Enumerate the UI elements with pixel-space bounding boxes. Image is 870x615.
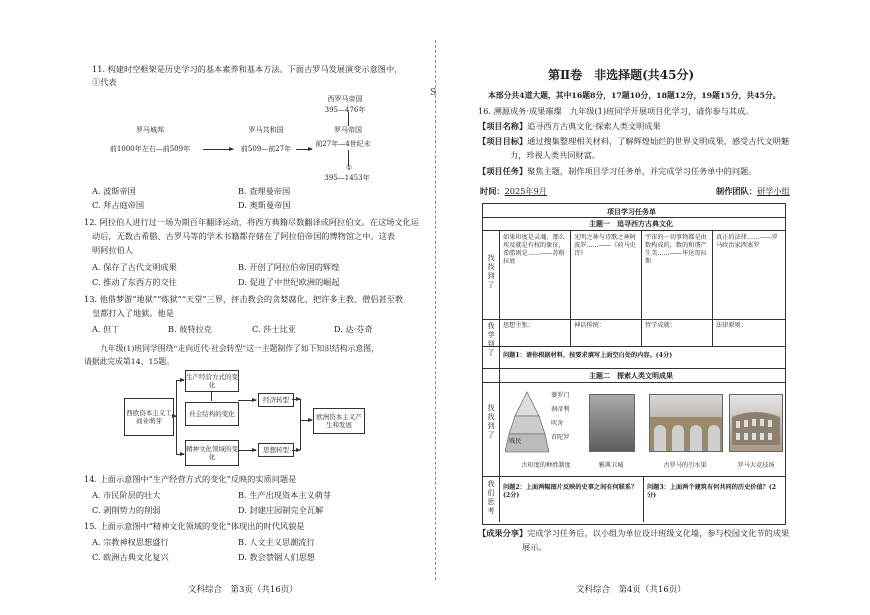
diagram-box-society: 社会结构的变化: [185, 402, 239, 426]
q14-option-a[interactable]: A. 市民阶层的壮大: [92, 490, 161, 500]
diagram-box-economy: 经济转型: [258, 393, 294, 407]
table-title: 项目学习任务单: [607, 207, 656, 216]
caste-brahmin: 婆罗门: [551, 392, 570, 399]
q13-option-c[interactable]: C. 莎士比亚: [252, 324, 296, 334]
theme2-title: 主题二 探索人类文明成果: [589, 371, 673, 380]
q12-option-c[interactable]: C. 推动了东西方的交往: [92, 277, 177, 287]
diagram-connector: [300, 399, 301, 450]
q12-option-d[interactable]: D. 促进了中世纪欧洲的崛起: [238, 277, 340, 287]
q13-option-b[interactable]: B. 彼特拉克: [168, 324, 212, 334]
diagram-arrow: [238, 450, 256, 451]
timeline-date-east: 395—1453年: [324, 174, 370, 182]
table-rule: [499, 230, 500, 522]
row-label-think: 我们思考: [487, 480, 495, 515]
timeline-date-city: 前1000年左右—前509年: [109, 145, 191, 153]
caste-figure: [505, 386, 581, 474]
intro-text-2: 请据此完成第14、15题。: [84, 357, 175, 366]
aqueduct-image: [649, 394, 723, 452]
task-table: [482, 203, 786, 525]
table-rule: [712, 230, 713, 346]
q15-option-b[interactable]: B. 人文主义思潮流行: [238, 537, 315, 547]
diagram-connector: [211, 391, 212, 401]
colosseum-icon: [730, 395, 782, 451]
q11-option-a[interactable]: A. 波斯帝国: [92, 186, 136, 196]
q11-stem: 11. 构建时空框架是历史学习的基本素养和基本方法。下面古罗马发展演变示意图中，: [92, 64, 403, 74]
diagram-box-thought: 思想转型: [258, 443, 294, 457]
q11-option-d[interactable]: D. 奥斯曼帝国: [238, 200, 291, 210]
learn-myth[interactable]: 神话传统：: [574, 322, 605, 329]
timeline-node-empire: 罗马帝国: [334, 126, 362, 134]
q14-option-b[interactable]: B. 生产出现资本主义萌芽: [238, 490, 332, 500]
table-rule: [643, 476, 644, 522]
q14-option-c[interactable]: C. 剥削势力的削弱: [92, 505, 161, 515]
diagram-root-box: 西欧资本主义工商业萌芽: [124, 398, 174, 436]
timeline-arrow: [296, 149, 312, 150]
q13-option-d[interactable]: D. 达·芬奇: [334, 324, 373, 334]
q12-option-a[interactable]: A. 保存了古代文明成果: [92, 262, 177, 272]
pic-caption-caste: 古印度的种姓制度: [521, 462, 571, 469]
section-title: 第Ⅱ卷 非选择题(共45分): [548, 68, 695, 82]
table-rule: [483, 368, 785, 369]
diagram-arrow: [176, 454, 184, 455]
athens-statue-image: [589, 394, 635, 452]
project-name: 【项目名称】追寻西方古典文化·探索人类文明成果: [478, 121, 661, 131]
timeline-node-west: 西罗马帝国: [327, 95, 363, 103]
timeline-date-empire: 前27年—4世纪末: [315, 140, 371, 148]
q11-stem-2: ①代表: [92, 77, 117, 87]
caste-shudra: 首陀罗: [551, 434, 570, 441]
quote-3: 宇宙的一切事物都是由数构成的，数的和谐产生美……——毕达哥拉斯: [645, 234, 707, 265]
project-task: 【项目任务】聚焦主题，制作项目学习任务单，并完成学习任务单中的问题。: [478, 166, 757, 176]
q12-stem: 12. 阿拉伯人进行过一场为期百年翻译运动，将西方典籍尽数翻译成阿拉伯文。在这场文化运: [84, 217, 419, 227]
theme1-title: 主题一 追寻西方古典文化: [589, 219, 673, 228]
colosseum-image: [729, 394, 783, 452]
question-1: 问题1：请你根据材料，按要求填写上面空白处的内容。(4分): [503, 352, 673, 359]
diagram-arrow: [292, 399, 300, 400]
question-3: 问题3：上面两个建筑有何共同的历史价值？(2分): [647, 484, 777, 499]
pic-caption-colosseum: 罗马大竞技场: [737, 462, 775, 469]
quote-1: 如果印度是灵魂，那么埃及就是有权的象征，希腊则是……——苏格拉底: [503, 234, 565, 265]
q14-stem: 14. 上面示意图中“生产经营方式的变化”反映的实质问题是: [84, 474, 297, 484]
pic-caption-athens: 雅典卫城: [598, 462, 624, 469]
diagram-arrow: [172, 416, 176, 417]
diagram-arrow: [176, 380, 184, 381]
row-label-found: 找找到了: [487, 254, 495, 289]
divider-mark: S: [430, 88, 437, 98]
learn-law[interactable]: 法律原则：: [716, 322, 747, 329]
q15-option-c[interactable]: C. 欧洲古典文化复兴: [92, 552, 169, 562]
diagram-arrow: [292, 450, 300, 451]
caste-kshatriya: 刹帝利: [551, 406, 570, 413]
table-rule: [483, 319, 785, 320]
question-2: 问题2：上面两幅图片反映的史事之间有何联系？(2分): [503, 484, 638, 499]
table-rule: [483, 230, 785, 231]
timeline-node-republic: 罗马共和国: [248, 126, 284, 134]
timeline-node-city: 罗马城邦: [136, 126, 164, 134]
table-rule: [570, 230, 571, 346]
q15-stem: 15. 上面示意图中“精神文化领域的变化”体现出的时代风貌是: [84, 521, 305, 531]
q15-option-a[interactable]: A. 宗教神权思想盛行: [92, 537, 169, 547]
caste-vaishya: 吠舍: [551, 420, 564, 427]
intro-text: 九年级(1)班同学围绕“走向近代·社会转型”这一主题制作了如下知识结构示意图，: [100, 344, 379, 353]
table-rule: [483, 346, 785, 347]
q13-option-a[interactable]: A. 但丁: [92, 324, 120, 334]
q11-option-b[interactable]: B. 查理曼帝国: [238, 186, 291, 196]
section-note: 本部分共4道大题，其中16题8分，17题10分，18题12分，19题15分，共45分。: [488, 91, 781, 100]
q15-option-d[interactable]: D. 教会禁锢人们思想: [238, 552, 315, 562]
caste-untouchable: 贱民: [509, 438, 522, 445]
aqueduct-icon: [650, 395, 722, 451]
left-footer: 文科综合 第3页（共16页）: [188, 585, 298, 595]
timeline-arrow: [203, 149, 233, 150]
table-rule: [483, 382, 785, 383]
learn-philosophy[interactable]: 哲学成就：: [645, 322, 676, 329]
row-label-found-2: 找找到了: [487, 404, 495, 439]
learn-idea[interactable]: 思想主张：: [503, 322, 534, 329]
timeline-node-east: ①: [345, 164, 353, 172]
table-rule: [483, 476, 785, 477]
time-field: 时间：2025年9月: [480, 186, 547, 196]
timeline-date-west: 395—476年: [324, 106, 366, 114]
share-result-2: 展示。: [522, 542, 547, 552]
q13-stem: 13. 他借梦游“地狱”“炼狱”“天堂”三界，抨击教会的贪婪腐化，把许多主教、僧侣甚至教: [84, 294, 404, 304]
quote-4: 真正的法律……——罗马政治家西塞罗: [716, 234, 778, 249]
row-label-learn: 我学到了: [487, 322, 495, 357]
right-footer: 文科综合 第4页（共16页）: [576, 585, 686, 595]
project-goal-2: 力，珍视人类共同财富。: [510, 150, 601, 160]
diagram-arrow: [238, 400, 256, 401]
diagram-box-production: 生产经营方式的变化: [185, 370, 239, 392]
pic-caption-aqueduct: 古罗马的引水渠: [663, 462, 707, 469]
quote-2: 光明之神与诗歌之神阿波罗……——《荷马史诗》: [574, 234, 636, 257]
table-rule: [641, 230, 642, 346]
q12-stem-2: 动后，无数古希腊、古罗马等的学术书籍都存储在了阿拉伯帝国的博物馆之中。这表: [92, 231, 395, 241]
diagram-box-result: 欧洲资本主义产生和发展: [313, 408, 365, 434]
timeline-date-republic: 前509—前27年: [240, 145, 292, 153]
diagram-arrow: [300, 420, 312, 421]
diagram-box-culture: 精神文化领域的变化: [185, 440, 239, 466]
team-field: 制作团队：研学小组: [716, 186, 790, 196]
share-result: 【成果分享】完成学习任务后，以小组为单位设计班级文化墙，参与校园文化节的成果: [478, 528, 790, 538]
q11-option-c[interactable]: C. 拜占庭帝国: [92, 200, 145, 210]
q13-stem-2: 皇都打入了地狱。他是: [92, 308, 174, 318]
q16-head: 16. 溯源成务·成果璀璨 九年级(1)班同学开展项目化学习，请你参与其成。: [478, 106, 754, 116]
project-goal: 【项目目标】通过搜集整理相关材料，了解辉煌灿烂的世界文明成果，感受古代文明魅: [478, 136, 790, 146]
q14-option-d[interactable]: D. 封建庄园制完全瓦解: [238, 505, 324, 515]
q12-stem-3: 明阿拉伯人: [92, 245, 133, 255]
q12-option-b[interactable]: B. 开创了阿拉伯帝国的辉煌: [238, 262, 340, 272]
